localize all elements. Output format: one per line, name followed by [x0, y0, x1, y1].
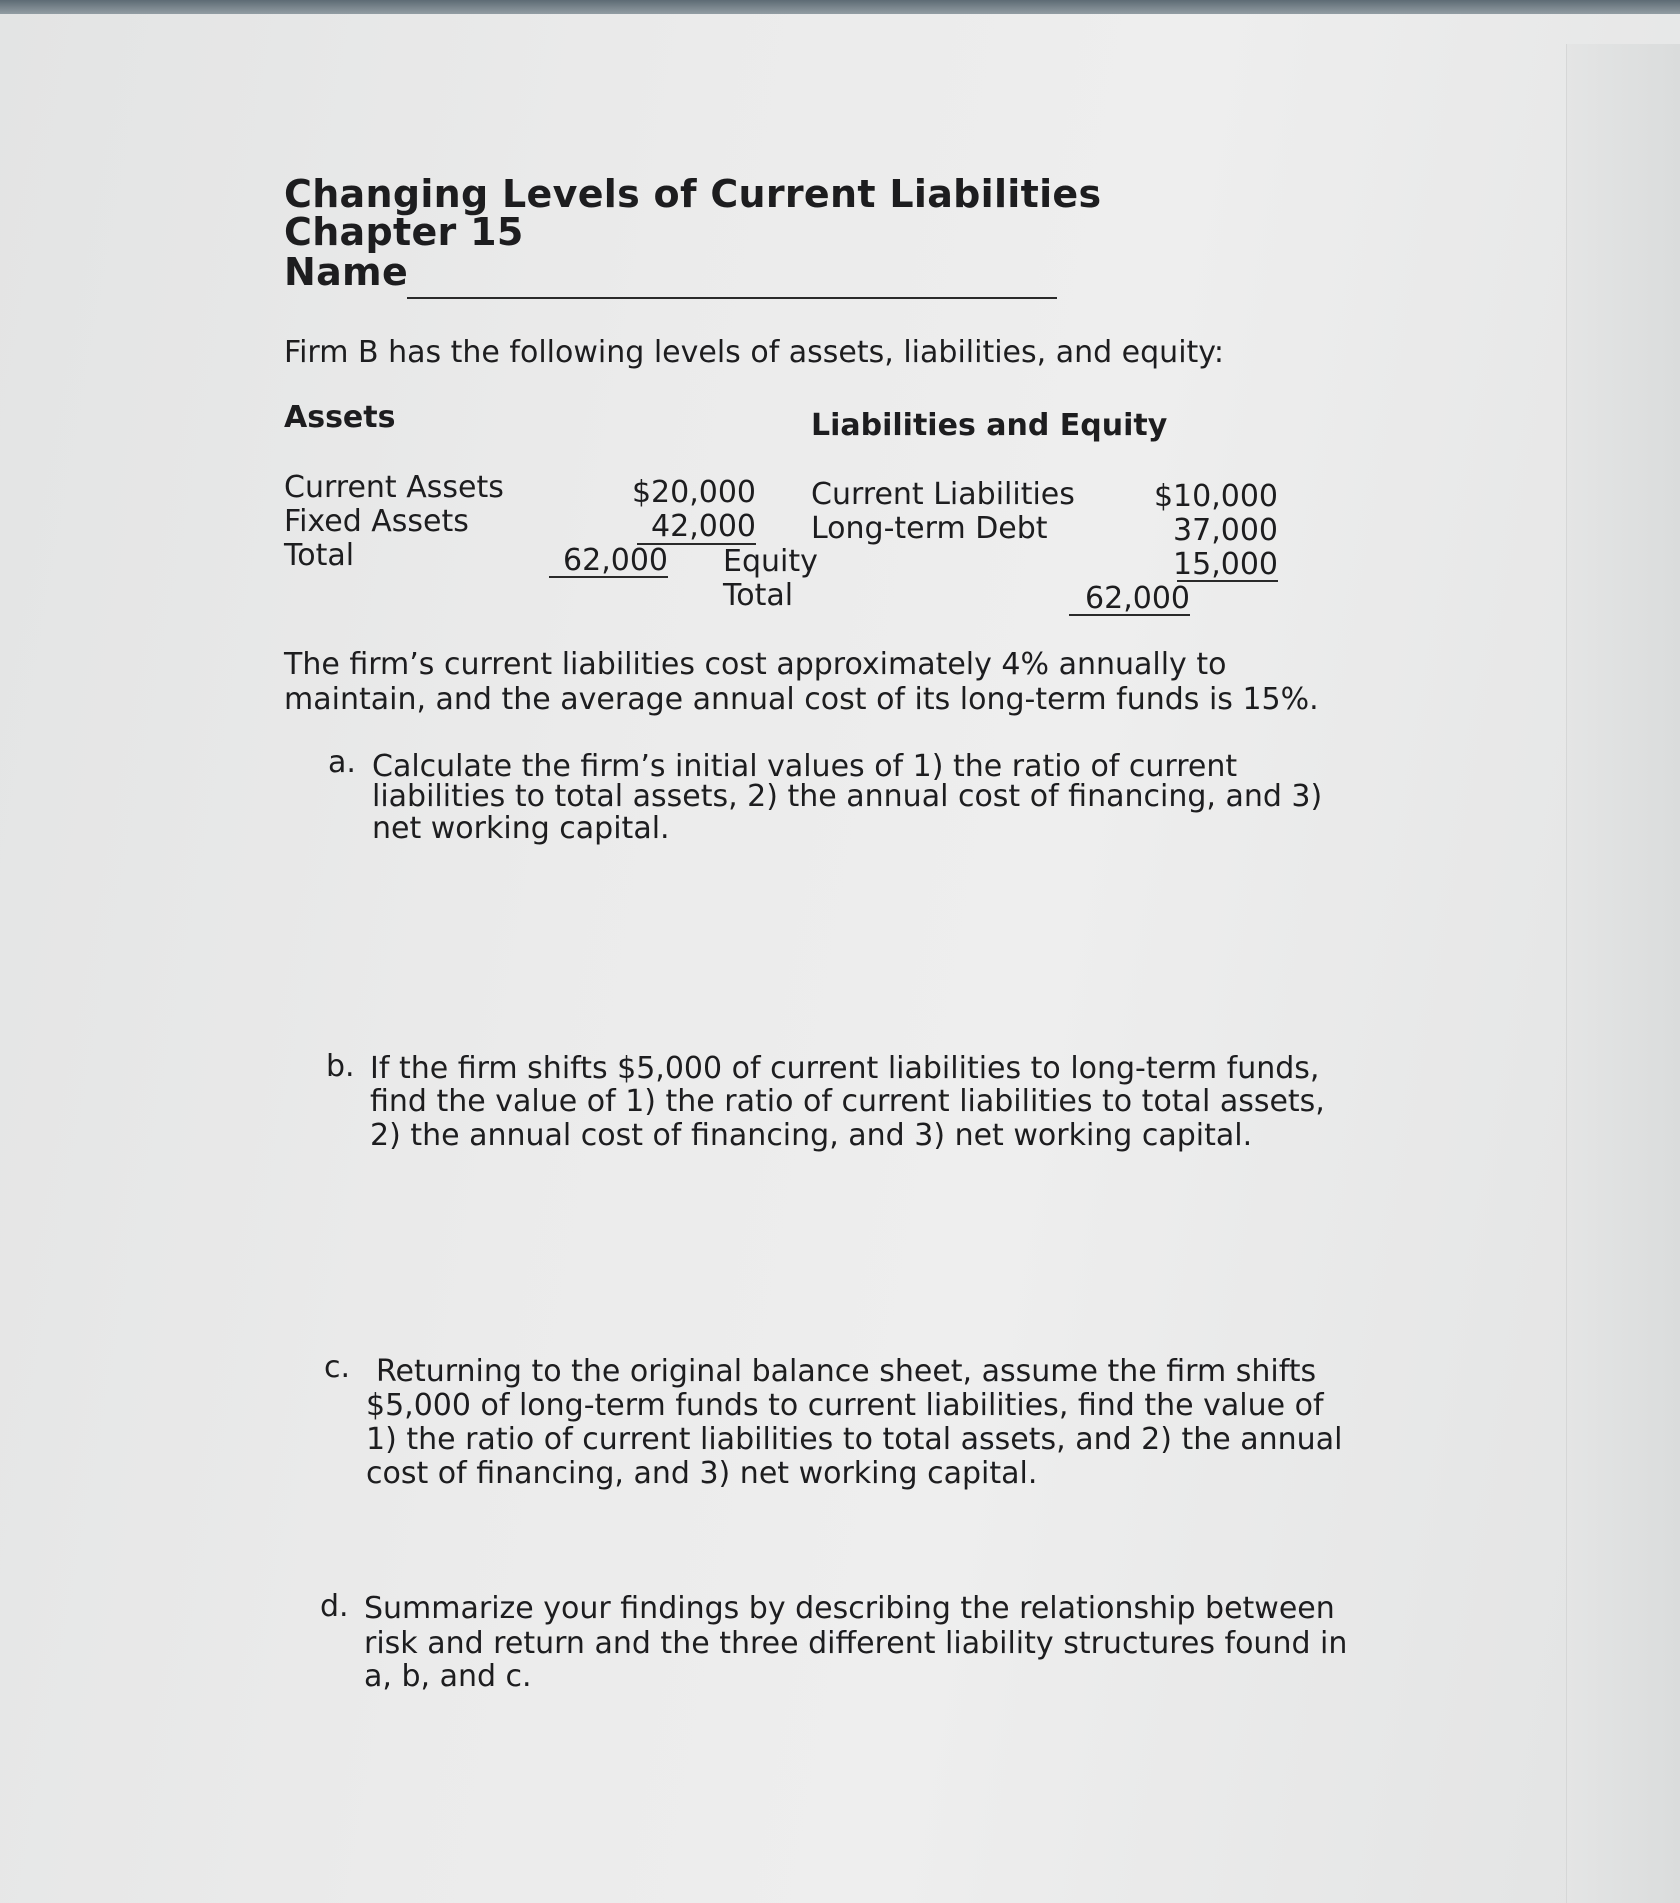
question-b-line-3: 2) the annual cost of financing, and 3) net working capital. [370, 1118, 1253, 1153]
total-le-value: 62,000 [1085, 581, 1190, 616]
cost-paragraph-line-2: maintain, and the average annual cost of its long-term funds is 15%. [284, 682, 1319, 717]
total-assets-label: Total [284, 538, 355, 573]
equity-value: 15,000 [1173, 547, 1278, 582]
fixed-assets-label: Fixed Assets [284, 504, 469, 539]
intro-text: Firm B has the following levels of assets, liabilities, and equity: [284, 335, 1224, 370]
question-a-line-1: Calculate the firm’s initial values of 1) the ratio of current [372, 749, 1238, 784]
current-assets-label: Current Assets [284, 470, 504, 505]
total-le-label: Total [723, 578, 794, 613]
equity-label: Equity [723, 544, 818, 579]
assets-heading: Assets [284, 400, 396, 435]
chapter-label: Chapter 15 [284, 210, 524, 254]
equity-underline [1177, 580, 1278, 582]
question-c-line-1: Returning to the original balance sheet, assume the firm shifts [376, 1354, 1317, 1389]
fixed-assets-value: 42,000 [651, 509, 756, 544]
question-d-letter: d. [320, 1589, 349, 1624]
name-label: Name [284, 250, 409, 294]
question-b-line-2: find the value of 1) the ratio of current liabilities to total assets, [370, 1084, 1325, 1119]
question-c-line-4: cost of financing, and 3) net working capital. [366, 1456, 1038, 1491]
current-assets-value: $20,000 [631, 475, 756, 510]
total-le-underline [1069, 614, 1190, 616]
total-assets-underline [549, 576, 668, 578]
long-term-debt-value: 37,000 [1173, 513, 1278, 548]
question-c-letter: c. [324, 1350, 351, 1385]
current-liabilities-value: $10,000 [1153, 479, 1278, 514]
question-a-line-3: net working capital. [372, 811, 670, 846]
question-d-line-1: Summarize your findings by describing the relationship between [364, 1591, 1335, 1626]
question-d-line-3: a, b, and c. [364, 1659, 532, 1694]
liabilities-equity-heading: Liabilities and Equity [811, 408, 1168, 443]
question-b-letter: b. [326, 1049, 355, 1084]
question-b-line-1: If the firm shifts $5,000 of current liabilities to long-term funds, [370, 1051, 1320, 1086]
cost-paragraph-line-1: The firm’s current liabilities cost approximately 4% annually to [284, 647, 1227, 682]
question-a-line-2: liabilities to total assets, 2) the annual cost of financing, and 3) [372, 779, 1323, 814]
long-term-debt-label: Long-term Debt [811, 511, 1048, 546]
total-assets-value: 62,000 [563, 543, 668, 578]
worksheet-title: Changing Levels of Current Liabilities [284, 172, 1102, 216]
name-blank-line [407, 297, 1057, 299]
question-c-line-3: 1) the ratio of current liabilities to total assets, and 2) the annual [366, 1422, 1343, 1457]
question-a-letter: a. [328, 745, 356, 780]
current-liabilities-label: Current Liabilities [811, 477, 1075, 512]
question-c-line-2: $5,000 of long-term funds to current liabilities, find the value of [366, 1388, 1324, 1423]
question-d-line-2: risk and return and the three different liability structures found in [364, 1626, 1348, 1661]
